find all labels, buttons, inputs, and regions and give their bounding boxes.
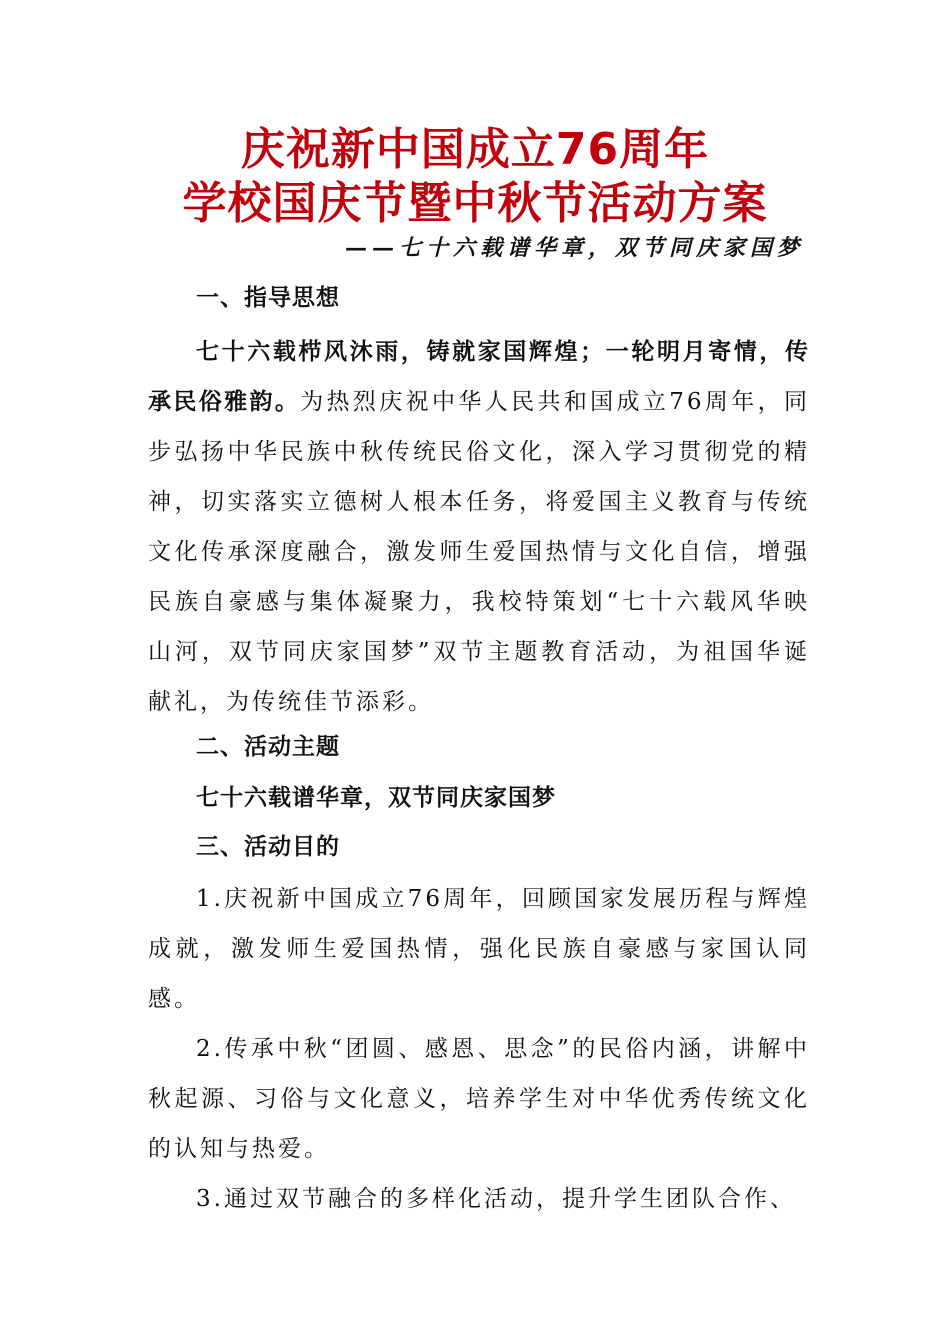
purpose-item-3-text: 3.通过双节融合的多样化活动，提升学生团队合作、: [196, 1186, 796, 1212]
theme-text: 七十六载谱华章，双节同庆家国梦: [196, 785, 556, 811]
document-title-line-1: 庆祝新中国成立76周年: [240, 124, 710, 175]
document-title-line-2: 学校国庆节暨中秋节活动方案: [182, 178, 768, 229]
guidance-body-text: 为热烈庆祝中华人民共和国成立76周年，同步弘扬中华民族中秋传统民俗文化，深入学习贯彻党的精神，切实落实立德树人根本任务，将爱国主义教育与传统文化传承深度融合，激发师生爱国热情与文化自信，增强民族自豪感与集体凝聚力，我校特策划“七十六载风华映山河，双节同庆家国梦”双节主题教育活动，为祖国华诞献礼，为传统佳节添彩。: [148, 389, 810, 715]
document-subtitle: ——七十六载谱华章，双节同庆家国梦: [344, 235, 804, 261]
purpose-item-3: [148, 1174, 810, 1224]
section-heading-theme: 二、活动主题: [196, 734, 340, 760]
purpose-item-1-text: 1.庆祝新中国成立76周年，回顾国家发展历程与辉煌成就，激发师生爱国热情，强化民族自豪感与家国认同感。: [148, 886, 810, 1012]
section-heading-guidance: 一、指导思想: [196, 285, 340, 311]
purpose-item-2: [148, 1024, 810, 1174]
purpose-item-2-text: 2.传承中秋“团圆、感恩、思念”的民俗内涵，讲解中秋起源、习俗与文化意义，培养学生对中华优秀传统文化的认知与热爱。: [148, 1036, 810, 1162]
guidance-paragraph: [148, 327, 810, 727]
guidance-lead-text: 七十六载栉风沐雨，铸就家国辉煌；一轮明月寄情，传承民俗雅韵。: [148, 339, 810, 415]
purpose-item-1: [148, 874, 810, 1024]
section-heading-purpose: 三、活动目的: [196, 834, 340, 860]
